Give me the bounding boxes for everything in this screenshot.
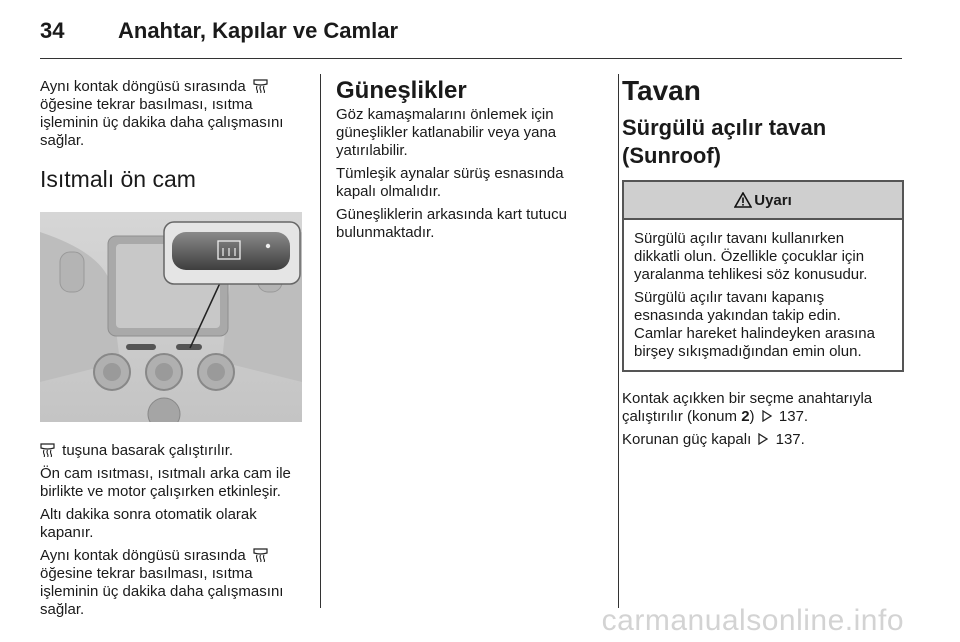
heated-windscreen-button-illustration (40, 212, 302, 422)
page-reference-icon (757, 433, 769, 445)
section-heading: Isıtmalı ön cam (40, 166, 196, 192)
paragraph: Güneşliklerin arkasında kart tutucu bulunmaktadır. (336, 206, 567, 241)
chapter-heading: Tavan (622, 75, 701, 106)
warning-header (624, 182, 902, 220)
text: ) (749, 408, 755, 425)
paragraph: Sürgülü açılır tavanı kapanış esnasında yakından takip edin. Camlar hareket halindeyken arasına birşey sıkışmadığından emin olun. (634, 289, 875, 360)
paragraph: Tümleşik aynalar sürüş esnasında kapalı olmalıdır. (336, 165, 564, 200)
page-title: Anahtar, Kapılar ve Camlar (118, 18, 399, 43)
text: Aynı kontak döngüsü sırasında (40, 78, 246, 95)
windscreen-heat-icon (40, 443, 55, 457)
text: tuşuna basarak çalıştırılır. (62, 442, 234, 459)
warning-triangle-icon (734, 192, 752, 208)
section-heading: Güneşlikler (336, 77, 467, 104)
page-reference[interactable]: 137. (775, 431, 805, 448)
page-header (0, 0, 960, 60)
watermark: carmanualsonline.info (601, 604, 904, 637)
paragraph (40, 78, 304, 150)
column-divider-2 (618, 74, 619, 608)
text: öğesine tekrar basılması, ısıtma işleminin üç dakika daha çalışmasını sağlar. (40, 565, 284, 618)
paragraph (40, 442, 304, 460)
column-divider-1 (320, 74, 321, 608)
column-2 (336, 78, 598, 247)
paragraph (622, 431, 904, 449)
text: Kontak açıkken bir seçme anahtarıyla çalıştırılır (konum (622, 390, 873, 425)
page-reference[interactable]: 137. (778, 408, 809, 425)
paragraph: Altı dakika sonra otomatik olarak kapanır. (40, 506, 257, 541)
warning-box (622, 180, 904, 372)
paragraph: Göz kamaşmalarını önlemek için güneşlikler katlanabilir veya yana yatırılabilir. (336, 106, 557, 159)
header-rule (40, 58, 902, 59)
paragraph: Sürgülü açılır tavanı kullanırken dikkatli olun. Özellikle çocuklar için yaralanma tehlikesi söz konusudur. (634, 230, 868, 283)
text: öğesine tekrar basılması, ısıtma işleminin üç dakika daha çalışmasını sağlar. (40, 96, 284, 149)
paragraph: Ön cam ısıtması, ısıtmalı arka cam ile birlikte ve motor çalışırken etkinleşir. (40, 465, 291, 500)
column-1 (40, 78, 304, 624)
windscreen-heat-icon (253, 548, 268, 562)
page-number: 34 (40, 18, 65, 43)
warning-title: Uyarı (754, 191, 792, 209)
paragraph (622, 390, 904, 426)
text: Korunan güç kapalı (622, 431, 752, 448)
text: Aynı kontak döngüsü sırasında (40, 547, 246, 564)
warning-body (624, 220, 902, 370)
column-3 (622, 75, 904, 454)
section-heading: Sürgülü açılır tavan (Sunroof) (622, 115, 827, 168)
paragraph (40, 547, 304, 619)
windscreen-heat-icon (253, 79, 268, 93)
page-reference-icon (761, 410, 773, 422)
position-number: 2 (741, 408, 750, 425)
